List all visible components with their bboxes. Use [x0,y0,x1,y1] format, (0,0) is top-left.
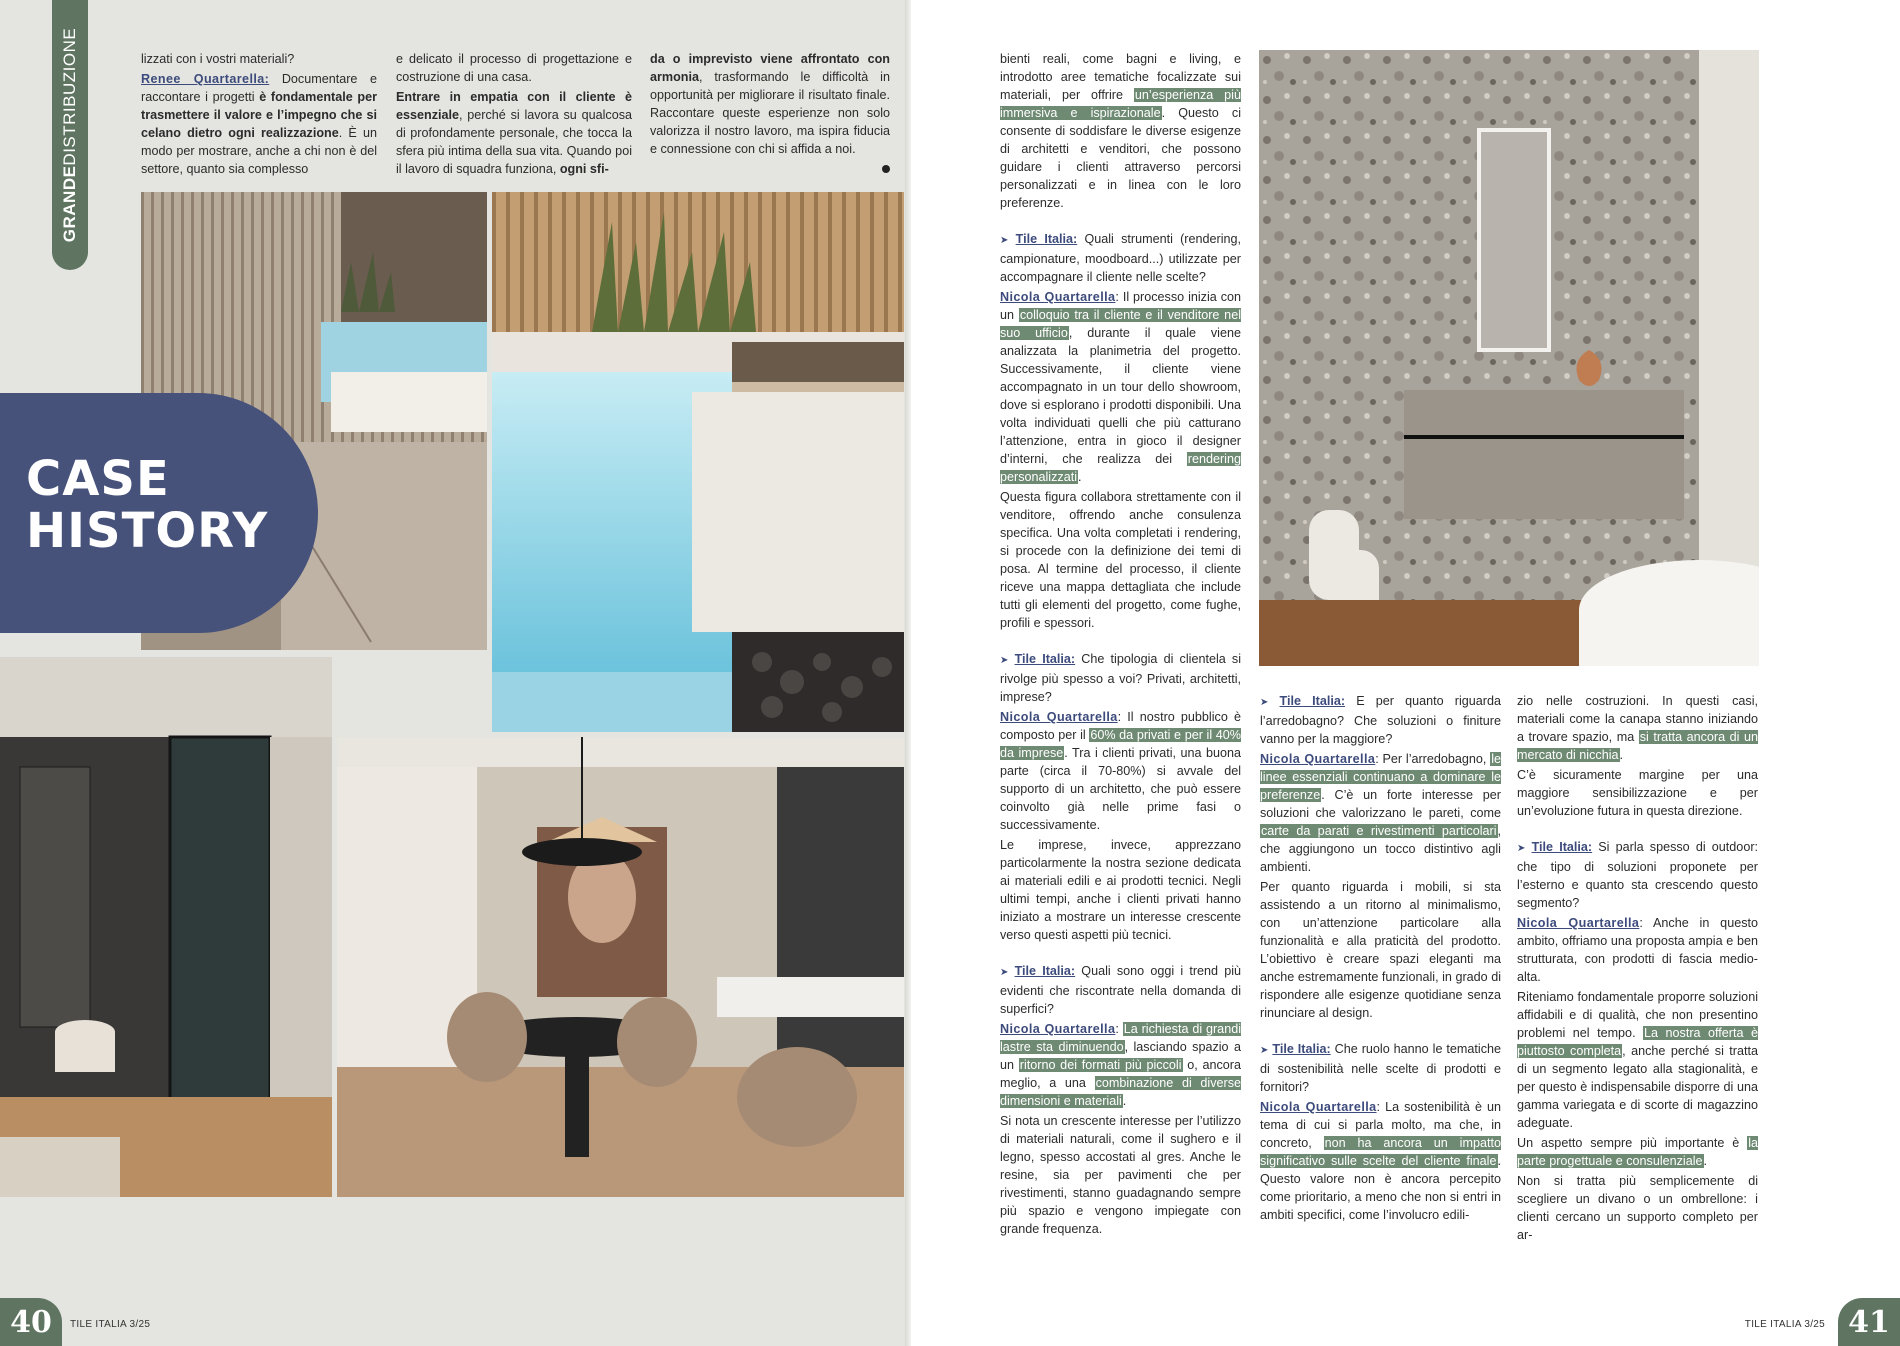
running-footer-left: TILE ITALIA 3/25 [70,1319,151,1330]
running-footer-right: TILE ITALIA 3/25 [1744,1319,1825,1330]
left-text-column-1: lizzati con i vostri materiali? Renee Quartarella: Documentare e raccontare i progetti è fondamentale per trasmettere il valore e l’impegno che si celano dietro ogni realizzazione. È un modo per mostrare, anche a chi non è del settore, quanto sia complesso [141,52,377,176]
photo-dining-kitchen [337,737,904,1197]
left-text-column-3: da o imprevisto viene affrontato con armonia, trasformando le difficoltà in opportunità per migliorare il risultato finale. Raccontare queste esperienze non solo valorizza il nostro lavoro, ma ispira fiducia e connessione con chi si affida a noi. [650,50,890,180]
end-of-article-dot [882,165,890,173]
photo-indoor-pool [492,192,904,732]
case-history-badge: CASE HISTORY [0,393,318,633]
right-text-column-3: zio nelle costruzioni. In questi casi, materiali come la canapa stanno iniziando a trovare spazio, ma si tratta ancora di un mercato di nicchia. C’è sicuramente margine per una maggiore sensibilizzazione e per un’evoluzione futura in questa direzione. ➤ Tile Italia: Si parla spesso di outdoor: che tipo di soluzioni proponete per l’esterno e quanto sta crescendo questo segmento? Nicola Quartarella: Anche in questo ambito, offriamo una proposta ampia e ben strutturata, con prodotti di fascia medio-alta. Riteniamo fondamentale proporre soluzioni affidabili e di qualità, che non presentino problemi nel tempo. La nostra offerta è piuttosto completa, anche perché si tratta di un segmento legato alla stagionalità, e per questo è indispensabile disporre di una gamma variegata e di scorte di magazzino adeguate. Un aspetto sempre più importante è la parte progettuale e consulenziale. Non si tratta più semplicemente di scegliere un divano o un ombrellone: i clienti cercano un supporto completo per ar- [1517,694,1759,1242]
page-number-right: 41 [1838,1298,1900,1346]
page-number-left: 40 [0,1298,62,1346]
photo-terrazzo-bathroom [1259,50,1759,666]
left-text-column-2: e delicato il processo di progettazione e costruzione di una casa. Entrare in empatia con il cliente è essenziale, perché si lavora su qualcosa di profondamente personale, che tocca la sfera più intima della sua vita. Quando poi il lavoro di squadra funziona, ogni sfi- [396,52,632,176]
right-text-column-2: ➤ Tile Italia: E per quanto riguarda l’arredobagno? Che soluzioni o finiture vanno per la maggiore? Nicola Quartarella: Per l’arredobagno, le linee essenziali continuano a dominare le preferenze. C’è un forte interesse per soluzioni che valorizzano le pareti, come carte da parati e rivestimenti particolari, che aggiungono un tocco distintivo agli ambienti. Per quanto riguarda i mobili, si sta assistendo a un ritorno al minimalismo, con un’attenzione particolare alla funzionalità e alla praticità del prodotto. L’obiettivo è creare spazi eleganti ma anche estremamente funzionali, in grado di rispondere alle esigenze quotidiane senza rinunciare al design. ➤ Tile Italia: Che ruolo hanno le tematiche di sostenibilità nelle scelte di prodotti e fornitori? Nicola Quartarella: La sostenibilità è un tema di cui si parla molto, ma che, in concreto, non ha ancora un impatto significativo sulle scelte del cliente finale. Questo valore non è ancora percepito come prioritario, a meno che non si entri in ambiti specifici, come l’involucro edili- [1260,694,1502,1222]
left-page [0,0,911,1346]
section-tab: GRANDEDISTRIBUZIONE [52,0,88,270]
photo-walk-in-closet [0,657,332,1197]
right-text-column-1: bienti reali, come bagni e living, e introdotto aree tematiche focalizzate sui materiali, per offrire un’esperienza più immersiva e ispirazionale. Questo ci consente di soddisfare le diverse esigenze di architetti e venditori, che possono guidare i clienti attraverso percorsi personalizzati e in linea con le loro preferenze. ➤ Tile Italia: Quali strumenti (rendering, campionature, moodboard...) utilizzate per accompagnare il cliente nelle scelte? Nicola Quartarella: Il processo inizia con un colloquio tra il cliente e il venditore nel suo ufficio, durante il quale viene analizzata la planimetria del progetto. Successivamente, il cliente viene accompagnato in un tour dello showroom, dove si esplorano i prodotti disponibili. Una volta individuati quelli che più catturano l’attenzione, entra in gioco il designer d’interni, che realizza dei rendering personalizzati. Questa figura collabora strettamente con il venditore, offrendo anche consulenza specifica. Una volta completati i rendering, si procede con la definizione dei temi di posa. Al termine del processo, il cliente riceve una mappa dettagliata che include tutti gli elementi del progetto, come fughe, profili e spessori. ➤ Tile Italia: Che tipologia di clientela si rivolge più spesso a voi? Privati, architetti, imprese? Nicola Quartarella: Il nostro pubblico è composto per il 60% da privati e per il 40% da imprese. Tra i clienti privati, una buona parte (circa il 70-80%) si avvale del supporto di un architetto, che può essere coinvolto già nelle prime fasi o successivamente. Le imprese, invece, apprezzano particolarmente la nostra sezione dedicata ai materiali edili e ai prodotti tecnici. Negli ultimi tempi, anche i clienti privati hanno iniziato a mostrare un interesse crescente verso questi aspetti più tecnici. ➤ Tile Italia: Quali sono oggi i trend più evidenti che riscontrate nella domanda di superfici? Nicola Quartarella: La richiesta di grandi lastre sta diminuendo, lasciando spazio a un ritorno dei formati più piccoli o, ancora meglio, a una combinazione di diverse dimensioni e materiali. Si nota un crescente interesse per l’utilizzo di materiali naturali, come il sughero e il legno, spesso accostati al gres. Anche le resine, sia per pavimenti che per rivestimenti, stanno guadagnando sempre più spazio e vengono impiegate con grande frequenza. [1000,52,1242,1236]
right-page [911,0,1900,1346]
